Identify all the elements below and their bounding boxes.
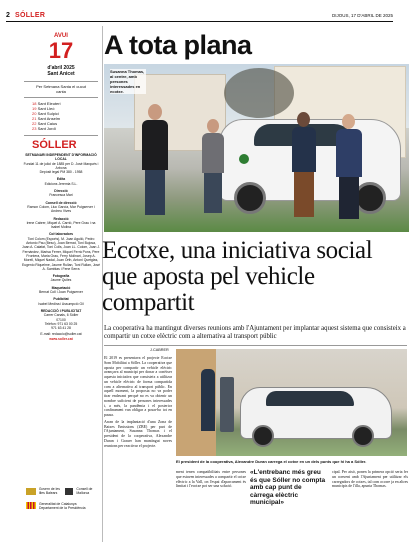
fax: 971 63 41 28 [51,326,71,331]
photo-value: Jaume Quiles [50,278,72,283]
newsroom-value: Irene Cabrer, Miquel A. Carrió, Pere Grau i na Isabel Molina [26,220,96,230]
website-link[interactable]: www.soller.cat [49,336,73,341]
weekly-title: SETMANARI INDEPENDENT D'INFORMACIÓ LOCAL [25,153,97,162]
sponsor-3: Generalitat de Catalunya Departament de la Presidència [39,501,86,510]
header-date: DIJOUS, 17 D'ABRIL DE 2025 [332,13,393,18]
tree-icon [224,68,294,118]
saying-line-2: canta [56,89,66,94]
sidebar [22,33,100,341]
header-rule [6,21,393,22]
generalitat-logo-icon [26,502,36,509]
edita-label: Edita [56,177,66,182]
phone: Telèfon: 971 63 00 25 [44,321,78,326]
day-number: 17 [48,38,74,63]
car-wheel-icon [252,425,274,447]
list-item: 19 Sant Lleó [32,106,55,111]
ads-label: Publicitat [53,297,69,302]
photo-caption: Susanna Thomas, al centre, amb persones interessades en ecotxe. [110,69,145,94]
director-label: Direcció [54,189,68,194]
govern-logo-icon [26,488,36,495]
subhead-rule [104,345,407,346]
person-3 [292,112,316,222]
sidebar-logo: SÓLLER [32,139,77,151]
email[interactable]: E-mail: redaccio@soller.cat [40,332,82,337]
today-label: AVUI [54,33,68,39]
address-value: Carrer Canals, 6 Sóller [43,313,79,318]
list-item: 23 Sant Jordi [32,126,56,131]
pullquote [250,469,326,507]
deposit-text: Depòsit legal PM 380 - 1958 [39,170,83,175]
body-paragraph: Arran de la implantació d'una Zona de Baixes Emissions (ZBE) per part de l'Ajuntament, Susanna Thomas i el president de la cooperativa, Alexandre Duran i Grauer han mantingut noves reunions per reactivar el projecte. [104,419,172,448]
list-item: 20 Sant Sulpici [32,111,59,116]
subheadline: La cooperativa ha mantingut diverses reunions amb l'Ajuntament per implantar aquest sistema que consisteix a compartir un cotxe elèctric com a alternativa al transport públic [104,325,406,341]
car-wheel-icon [234,182,266,214]
header-brand: SÓLLER [15,12,46,19]
body-paragraph: cipal. Per això, ponen la primera opció seria fer un conveni amb l'Ajuntament per utilitzar els carregadors de cotxes, tal com ocorre ja en altres municipis de l'illa, apunta Thomas. [332,470,408,489]
founded-text: Fundat 11 de juliol de 1885 per D. José Marqués i Arbona [23,161,99,170]
saint-of-day: Sant Anicet [47,71,75,77]
board-label: Consell de direcció [45,200,77,205]
second-photo-caption: El president de la cooperativa, Alexandre Duran carrega el cotxe en un dels punts que hi ha a Sóller. [176,459,367,464]
person-charging [201,369,215,431]
layout-value: Bernat Coll i Joan Puigserver [39,290,83,295]
sponsor-1: Govern de les Illes Balears [38,487,60,496]
consell-logo-icon [65,488,73,495]
main-photo [104,64,409,232]
saying-line-1: Per Setmana Santa el cucut [36,84,86,89]
car-wheel-icon [352,425,374,447]
list-item: 18 Sant Eleuteri [32,101,61,106]
charging-station-icon [220,377,234,432]
address-label: REDACCIÓ I PUBLICITAT [40,308,82,313]
board-value: Ramon Colom, Lluc García, Mar Puigserver i Andreu Vives [27,204,95,214]
list-item: 21 Sant Anselm [32,116,61,121]
director-value: Francesca Mari [49,193,73,198]
person-2 [202,119,224,219]
body-column-1 [104,356,172,448]
car-window-2 [266,391,354,406]
body-paragraph: El 2019 es presentava el projecte Ecotxe Som Mobilitat a Sóller. La cooperativa que aposta per compartir un vehicle elèctric avançava al municipi per donar a conèixer aquesta iniciativa que consisteix a utilitzar un vehicle elèctric de forma compartida com a alternativa al transport públic. En aquell moment, la proposta no va poder tirar endavant perquè no es va obtenir un nombre suficient de persones interessades i, a més, la pandèmia i el posterior confinament van obligar a posar-ho tot en pausa. [104,356,172,417]
body-column-2 [176,470,246,489]
layout-label: Maquetació [51,285,71,290]
second-photo [176,349,407,456]
page-number: 2 [6,12,10,19]
car-logo-icon [239,154,249,164]
collaborators-value: Toni Colom (Esports), M. Joan Aguiló, Pedro Antonio Pau (Beso), Joan Bernat, Toni Bujosa, Joan A. Calafat, Toni Colls, Joan LL. Colom, Joan J. Fernández, Marisa Ferrer, Miquel Ferrà Pons, Pere Frontera, Maria Grau, Ferry Molinari, Josep A. Morell, Miquel Nadal, Juan Orth, Antoni Quetglas, Eugenio Riquelme, Jaume Rullan, Toni Rullan, José A. Samblas i Fene Serra [22,236,100,271]
person-1 [142,104,168,219]
body-column-3 [332,470,408,489]
list-item: 22 Sant Caius [32,121,58,126]
headline: Ecotxe, una iniciativa social que aposta pel vehicle compartit [102,237,373,316]
edita-value: Edicions Jeremia S.L. [44,181,78,186]
sponsor-2: Consell de Mallorca [76,487,93,496]
newsroom-label: Redacció [53,216,69,221]
collaborators-label: Col·laboradors [48,232,74,237]
postcode: 07100 [56,317,66,322]
byline: J.CABRER [150,348,169,352]
pullquote-text: «L'entrebanc més greu és que Sóller no compta amb cap punt de càrrega elèctric municipal» [250,469,326,506]
body-paragraph: ment tenen compatibilitats entre persones que estaven interessades a compartir el cotxe elèctric a la Vall, on l'espai d'aparcament és limitat i l'ecotxe pot ser una solució. [176,470,247,489]
photo-label: Fotografia [52,274,70,279]
person-4 [336,114,362,224]
sponsor-logos [26,487,100,510]
section-title: A tota plana [104,30,252,60]
ads-value: Isabel Medina i Assumpció Gil [38,301,84,306]
upcoming-saints [22,101,100,131]
date-text: d'abril 2025 [47,65,75,71]
